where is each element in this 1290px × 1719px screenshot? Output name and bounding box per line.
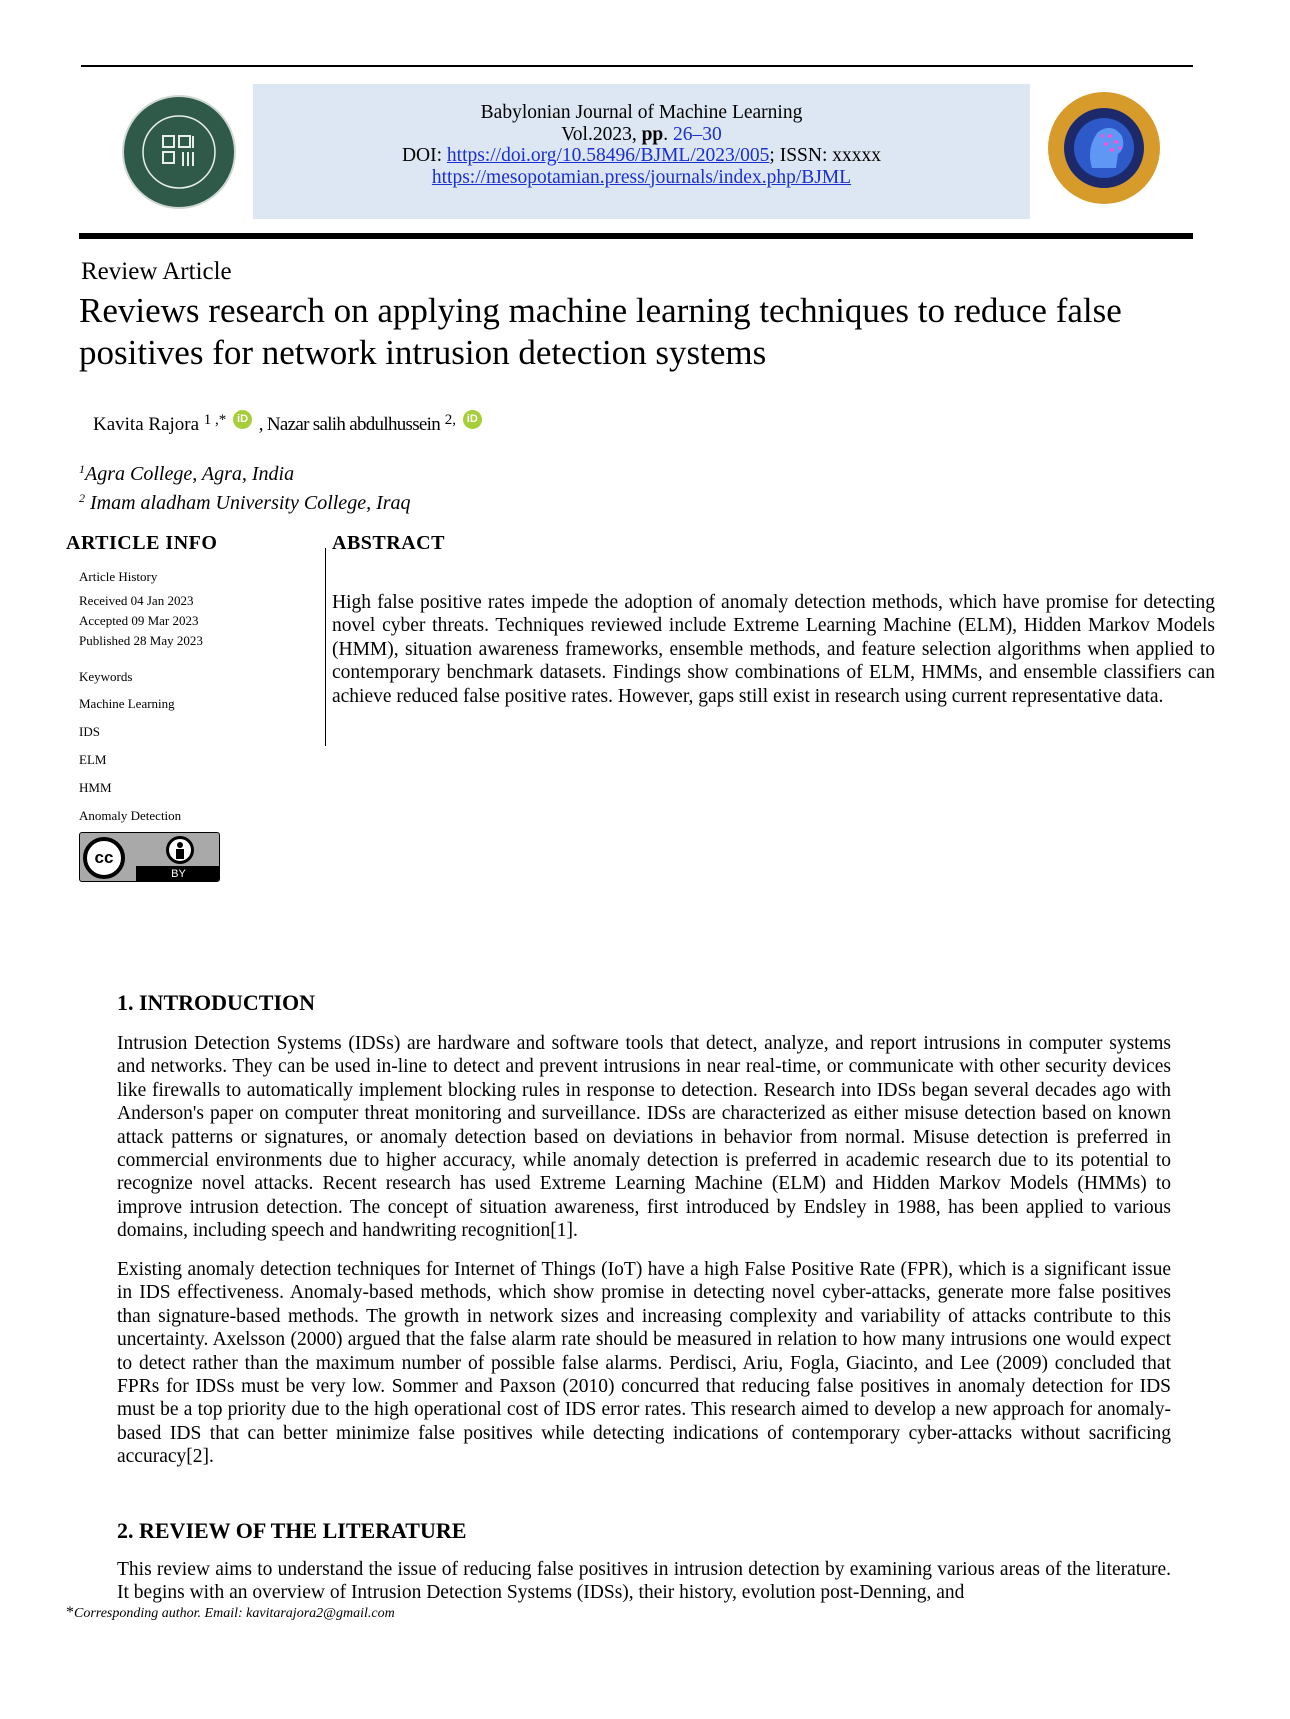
publisher-logo xyxy=(121,94,237,210)
author-2-name: , Nazar salih abdulhussein xyxy=(258,414,441,435)
keyword-item: IDS xyxy=(79,724,100,739)
corresponding-author-footnote xyxy=(66,1604,395,1622)
page-range: 26–30 xyxy=(673,123,722,145)
accepted-date: Accepted 09 Mar 2023 xyxy=(79,613,199,628)
body-paragraph: Existing anomaly detection techniques for Internet of Things (IoT) have a high False Positive Rate (FPR), which is a significant issue in IDS effectiveness. Anomaly-based methods, which show promise in detecting novel cyber-attacks, generate more false positives than signature-based methods. The growth in network sizes and increasing complexity and variability of attacks contribute to this uncertainty. Axelsson (2000) argued that the false alarm rate should be measured in relation to how many intrusions one would expect to detect rather than the maximum number of possible false alarms. Perdisci, Ariu, Fogla, Giacinto, and Lee (2009) concluded that FPRs for IDSs must be very low. Sommer and Paxson (2010) concurred that reducing false positives in anomaly detection for IDS must be a top priority due to the high operational cost of IDS error rates. This research aimed to develop a new approach for anomaly-based IDS that can better minimize false positives while detecting indications of contemporary cyber-attacks without sacrificing accuracy[2]. xyxy=(117,1259,1171,1468)
keyword-item: Machine Learning xyxy=(79,696,175,711)
article-dates xyxy=(79,591,203,651)
top-rule xyxy=(81,65,1193,67)
article-info-heading: ARTICLE INFO xyxy=(66,532,218,554)
keyword-item: HMM xyxy=(79,780,112,795)
cc-by-license-badge[interactable] xyxy=(79,832,220,882)
keyword-item: Anomaly Detection xyxy=(79,808,182,823)
journal-url-line xyxy=(253,167,1030,189)
journal-url-link[interactable]: https://mesopotamian.press/journals/index.php/BJML xyxy=(431,166,852,188)
orcid-icon[interactable]: iD xyxy=(233,410,252,429)
affiliation-number: 2 xyxy=(79,491,85,505)
published-date: Published 28 May 2023 xyxy=(79,633,203,648)
journal-name: Babylonian Journal of Machine Learning xyxy=(480,102,803,123)
column-divider xyxy=(325,548,326,746)
issn: ; ISSN: xxxxx xyxy=(769,145,882,166)
affiliation-2 xyxy=(79,491,411,515)
journal-header xyxy=(253,84,1030,219)
abstract-text: High false positive rates impede the adoption of anomaly detection methods, which have promise for detecting novel cyber threats. Techniques reviewed include Extreme Learning Machine (ELM), Hidden Markov Models (HMM), situation awareness frameworks, ensemble methods, and feature selection algorithms when applied to contemporary benchmark datasets. Findings show combinations of ELM, HMMs, and ensemble classifiers can achieve reduced false positive rates. However, gaps still exist in research using current representative data. xyxy=(332,592,1215,707)
doi-label: DOI: xyxy=(401,145,443,166)
section-heading-literature-review: 2. REVIEW OF THE LITERATURE xyxy=(117,1518,467,1543)
abstract-heading: ABSTRACT xyxy=(332,532,445,554)
history-label: Article History xyxy=(79,569,158,584)
article-title: Reviews research on applying machine learning techniques to reduce false positives for network intrusion detection systems xyxy=(79,291,1122,372)
doi-line xyxy=(253,145,1030,167)
footnote-text: Corresponding author. Email: kavitarajora2@gmail.com xyxy=(74,1606,395,1621)
author-1-sup: 1 ,* xyxy=(203,412,227,428)
author-2-sup: 2, xyxy=(444,412,457,428)
affiliation-1 xyxy=(79,462,294,486)
author-1-name: Kavita Rajora xyxy=(93,414,200,435)
section-heading-introduction: 1. INTRODUCTION xyxy=(117,990,316,1015)
received-date: Received 04 Jan 2023 xyxy=(79,593,194,608)
body-paragraph: This review aims to understand the issue of reducing false positives in intrusion detection by examining various areas of the literature. It begins with an overview of Intrusion Detection Systems (IDSs), their history, evolution post-Denning, and xyxy=(117,1559,1171,1604)
body-paragraph: Intrusion Detection Systems (IDSs) are hardware and software tools that detect, analyze, and report intrusions in computer systems and networks. They can be used in-line to detect and prevent intrusions in near real-time, or communicate with other security devices like firewalls to automatically implement blocking rules in response to detection. Research into IDSs began several decades ago with Anderson's paper on computer threat monitoring and surveillance. IDSs are characterized as either misuse detection based on known attack patterns or signatures, or anomaly detection based on deviations in behavior from normal. Misuse detection is preferred in commercial environments due to higher accuracy, while anomaly detection is preferred in academic research due to its potential to recognize novel attacks. Recent research has used Extreme Learning Machine (ELM) and Hidden Markov Models (HMMs) to improve intrusion detection. The concept of situation awareness, first introduced by Endsley in 1988, has been applied to various domains, including speech and handwriting recognition[1]. xyxy=(117,1033,1171,1242)
affiliation-number: 1 xyxy=(79,462,85,476)
affiliation-text: Agra College, Agra, India xyxy=(85,463,295,485)
license-by-label: BY xyxy=(171,868,186,880)
attribution-icon xyxy=(166,836,194,864)
cc-icon: cc xyxy=(83,837,125,879)
keywords-label: Keywords xyxy=(79,669,133,684)
orcid-icon[interactable]: iD xyxy=(463,410,482,429)
pp-label: pp xyxy=(641,123,664,145)
article-type: Review Article xyxy=(81,258,232,285)
volume-line: Vol.2023, pp. 26–30 xyxy=(561,123,722,145)
header-thick-rule xyxy=(79,233,1193,239)
affiliation-text: Imam aladham University College, Iraq xyxy=(85,492,411,514)
volume: Vol.2023, xyxy=(561,123,637,145)
journal-logo xyxy=(1046,90,1162,206)
keyword-item: ELM xyxy=(79,752,107,767)
author-line xyxy=(93,410,484,436)
doi-link[interactable]: https://doi.org/10.58496/BJML/2023/005 xyxy=(446,145,770,166)
footnote-star: * xyxy=(66,1604,74,1621)
